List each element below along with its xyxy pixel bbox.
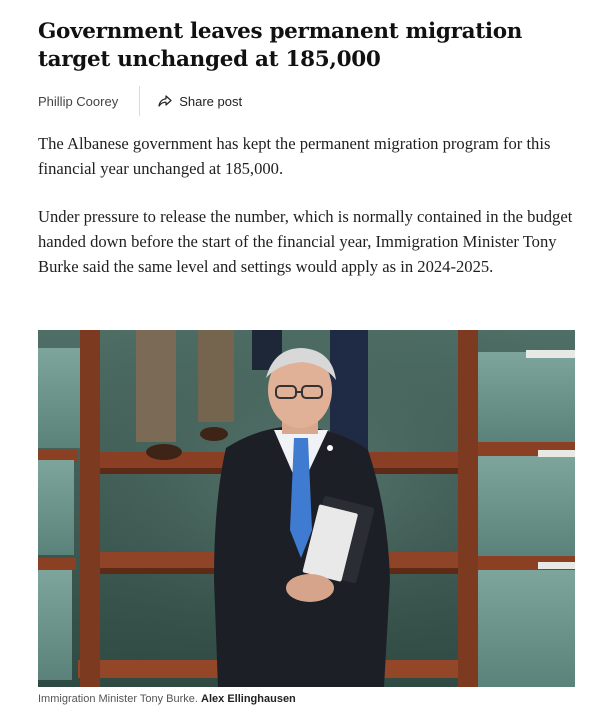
share-post-button[interactable] [158, 94, 242, 109]
caption-text: Immigration Minister Tony Burke. [38, 693, 198, 705]
share-post-label: Share post [179, 93, 243, 109]
byline [38, 86, 242, 116]
photo-credit: Alex Ellinghausen [201, 693, 296, 705]
author-name[interactable]: Phillip Coorey [38, 93, 119, 109]
byline-divider [139, 86, 140, 116]
article-headline: Government leaves permanent migration target unchanged at 185,000 [38, 19, 523, 72]
article-paragraph-1: The Albanese government has kept the permanent migration program for this financial year unchanged at 185,000. [38, 134, 551, 178]
photo-caption [38, 693, 296, 705]
article-photo [38, 330, 575, 687]
share-arrow-icon [158, 95, 172, 107]
article-paragraph-2: Under pressure to release the number, which is normally contained in the budget handed down before the start of the financial year, Immigration Minister Tony Burke said the same level and settings would apply as in 2024-2025. [38, 207, 573, 276]
